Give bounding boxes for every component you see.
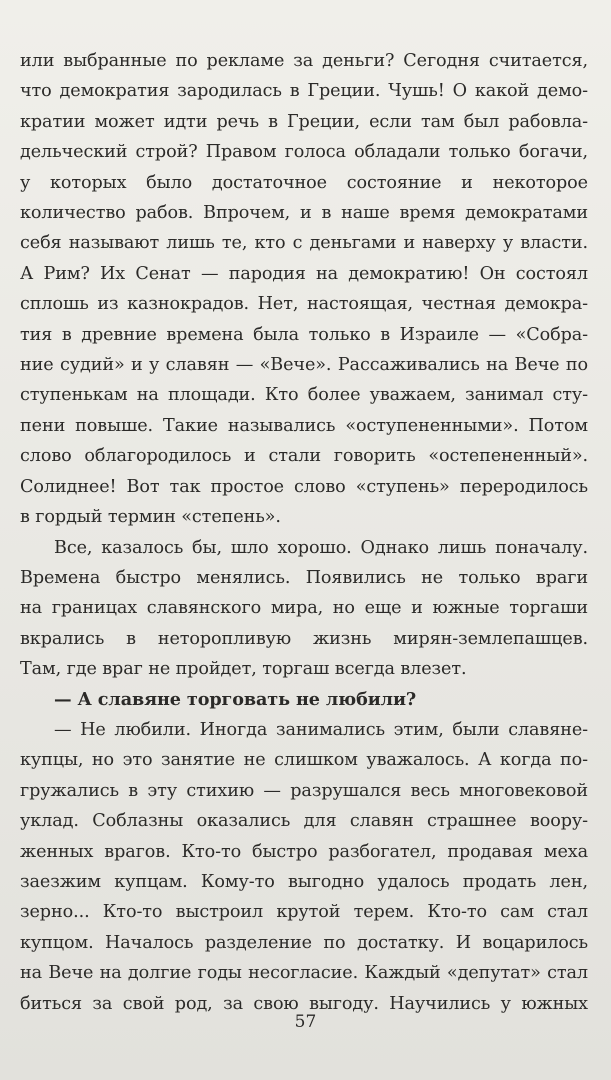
text-line: что демократия зародилась в Греции. Чушь! О какой демо-: [20, 81, 588, 102]
text-line: у которых было достаточное состояние и некоторое: [20, 172, 588, 193]
text-line: уклад. Соблазны оказались для славян страшнее воору-: [20, 811, 588, 832]
text-line: дельческий строй? Правом голоса обладали только богачи,: [20, 142, 588, 163]
text-line: гружались в эту стихию — разрушался весь многовековой: [20, 780, 588, 801]
text-line: Все, казалось бы, шло хорошо. Однако лишь поначалу.: [54, 537, 588, 558]
page-number: 57: [294, 1012, 317, 1032]
text-line: себя называют лишь те, кто с деньгами и наверху у власти.: [20, 233, 588, 254]
text-line: Солиднее! Вот так простое слово «ступень» переродилось: [20, 476, 588, 497]
text-line: на Вече на долгие годы несогласие. Каждый «депутат» стал: [20, 963, 588, 984]
text-line: Времена быстро менялись. Появились не только враги: [20, 567, 588, 588]
text-line: ступенькам на площади. Кто более уважаем, занимал сту-: [20, 385, 588, 406]
text-line: в гордый термин «степень».: [20, 507, 281, 528]
text-line: слово облагородилось и стали говорить «остепененный».: [20, 446, 588, 467]
text-line: пени повыше. Такие назывались «оступененными». Потом: [20, 415, 588, 436]
text-line: — Не любили. Иногда занимались этим, были славяне-: [54, 719, 588, 740]
text-line: тия в древние времена была только в Израиле — «Собра-: [20, 324, 588, 345]
text-line: количество рабов. Впрочем, и в наше время демократами: [20, 203, 588, 224]
text-line: на границах славянского мира, но еще и южные торгаши: [20, 598, 588, 619]
text-line: вкрались в неторопливую жизнь мирян-землепашцев.: [20, 628, 588, 649]
text-line: А Рим? Их Сенат — пародия на демократию! Он состоял: [20, 263, 588, 284]
text-line: зерно... Кто-то выстроил крутой терем. Кто-то сам стал: [20, 902, 588, 923]
text-line: заезжим купцам. Кому-то выгодно удалось продать лен,: [20, 871, 588, 892]
text-line: купцом. Началось разделение по достатку. И воцарилось: [20, 932, 588, 953]
text-line: ние судий» и у славян — «Вече». Рассаживались на Вече по: [20, 355, 588, 376]
text-line: биться за свой род, за свою выгоду. Научились у южных: [20, 993, 588, 1014]
body-text: [20, 46, 588, 1019]
text-line: кратии может идти речь в Греции, если там был рабовла-: [20, 111, 588, 132]
text-line: или выбранные по рекламе за деньги? Сегодня считается,: [20, 51, 588, 71]
text-line: сплошь из казнокрадов. Нет, настоящая, честная демокра-: [20, 294, 588, 315]
text-line: женных врагов. Кто-то быстро разбогател, продавая меха: [20, 841, 588, 862]
text-line: купцы, но это занятие не слишком уважалось. А когда по-: [20, 750, 588, 771]
question-line: — А славяне торговать не любили?: [54, 688, 417, 710]
text-line: Там, где враг не пройдет, торгаш всегда влезет.: [20, 659, 467, 680]
